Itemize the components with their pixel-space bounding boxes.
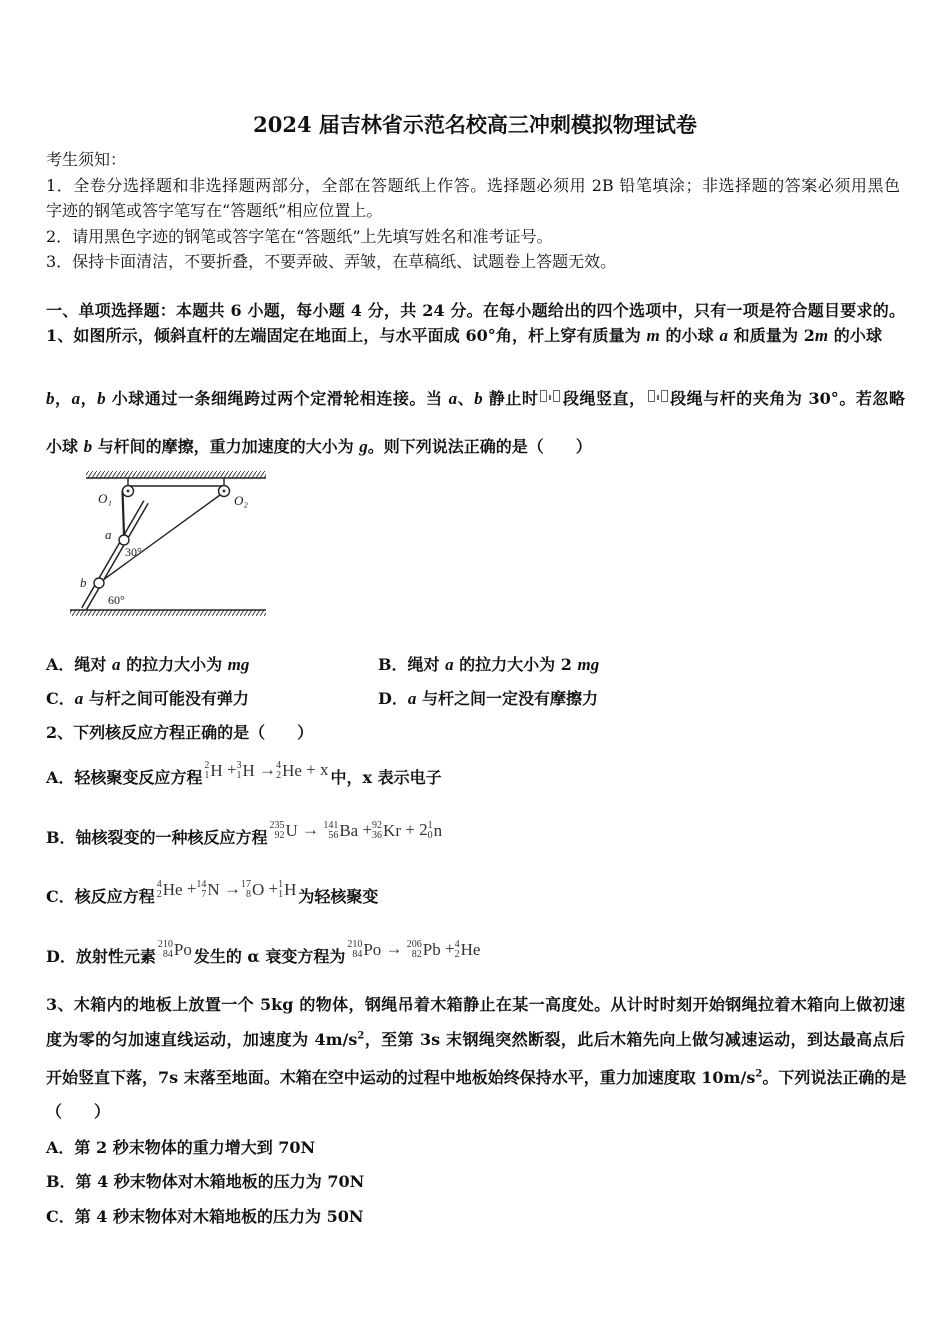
element-symbol: N xyxy=(207,880,220,900)
italic-variable: a xyxy=(74,689,84,708)
nuclide-indices xyxy=(196,880,206,900)
mass-number: 3 xyxy=(236,760,242,772)
ball-b xyxy=(94,578,104,588)
nuclide-indices xyxy=(157,880,162,900)
q2-option-d xyxy=(46,939,904,970)
element-symbol: n xyxy=(433,821,443,841)
italic-variable: a xyxy=(112,655,121,674)
q3-option-a: A．第 2 秒末物体的重力增大到 70N xyxy=(46,1138,316,1157)
atomic-number: 1 xyxy=(204,770,210,782)
mass-number: 1 xyxy=(427,820,433,832)
italic-variable: a xyxy=(719,326,728,345)
nuclide xyxy=(157,880,183,900)
text-run: 开始竖直下落，7s 末落至地面。木箱在空中运动的过程中地板始终保持水平，重力加速度取 10m/s xyxy=(46,1068,756,1087)
italic-variable: m xyxy=(814,326,829,345)
nuclide-indices xyxy=(237,761,242,781)
q2-option-c-equation xyxy=(157,878,297,900)
atomic-number: 2 xyxy=(156,889,162,901)
mass-number: 92 xyxy=(372,820,383,832)
atomic-number: 84 xyxy=(162,949,173,961)
element-symbol: O xyxy=(251,880,265,900)
italic-variable: a xyxy=(71,389,81,408)
q2-option-d-label: D．放射性元素 xyxy=(46,947,156,966)
label-o1: O₁ xyxy=(98,491,112,506)
text-run: 1、如图所示，倾斜直杆的左端固定在地面上，与水平面成 60°角，杆上穿有质量为 xyxy=(46,326,647,345)
atomic-number: 2 xyxy=(276,770,282,782)
italic-variable: b xyxy=(83,437,93,456)
q2-option-a-equation xyxy=(204,759,328,781)
q1-option-a xyxy=(46,652,366,678)
text-run: 的拉力大小为 2 xyxy=(453,655,578,674)
q1-option-d xyxy=(378,686,898,712)
atomic-number: 56 xyxy=(328,830,339,842)
element-symbol: Po xyxy=(173,940,192,960)
text-run: D． xyxy=(378,689,408,708)
element-symbol: H xyxy=(284,880,297,900)
text-run: 小球通过一条细绳跨过两个定滑轮相连接。当 xyxy=(105,389,449,408)
q2-option-b-label: B．铀核裂变的一种核反应方程 xyxy=(46,828,268,847)
angle-label-30: 30° xyxy=(125,545,142,559)
notice-line-1: 1．全卷分选择题和非选择题两部分，全部在答题纸上作答。选择题必须用 2B 铅笔填涂；非选择题的答案必须用黑色 xyxy=(46,176,900,195)
notice-line-2: 字迹的钢笔或答字笔写在“答题纸”相应位置上。 xyxy=(46,201,383,220)
q3-stem-line-1 xyxy=(46,992,905,1018)
notice-heading: 考生须知： xyxy=(46,150,127,169)
notice-line-3: 2．请用黑色字迹的钢笔或答字笔在“答题纸”上先填写姓名和准考证号。 xyxy=(46,227,553,246)
text-run: + xyxy=(440,939,455,958)
text-run: 的小球 xyxy=(828,326,882,345)
text-run: 段绳与杆的夹角为 30°。若忽略 xyxy=(669,389,905,408)
text-run: ， xyxy=(54,389,72,408)
mass-number: 17 xyxy=(240,879,251,891)
pulley-o1-axle xyxy=(127,490,130,493)
mass-number: 4 xyxy=(454,939,460,951)
q2-option-d-middle: 发生的 α 衰变方程为 xyxy=(193,947,346,966)
atomic-number: 84 xyxy=(352,949,363,961)
italic-variable: a xyxy=(448,389,458,408)
notice-line-4: 3．保持卡面清洁，不要折叠，不要弄破、弄皱，在草稿纸、试题卷上答题无效。 xyxy=(46,252,617,271)
q2-option-b-equation xyxy=(270,819,443,841)
nuclide-indices xyxy=(407,940,422,960)
text-run: 的小球 xyxy=(659,326,720,345)
atomic-number: 1 xyxy=(278,889,284,901)
mass-number: 235 xyxy=(269,820,285,832)
ceiling-hatching xyxy=(86,471,266,478)
text-run: ， xyxy=(80,389,98,408)
mass-number: 4 xyxy=(156,879,162,891)
text-run: 。则下列说法正确的是（ ） xyxy=(367,437,592,456)
nuclide xyxy=(323,821,358,841)
italic-variable: a xyxy=(445,655,454,674)
italic-variable: b xyxy=(97,389,106,408)
nuclide-indices xyxy=(158,940,173,960)
atomic-number: 2 xyxy=(454,949,460,961)
text-run: + xyxy=(358,820,373,839)
q2-option-c-label: C．核反应方程 xyxy=(46,887,155,906)
nuclide xyxy=(347,940,381,960)
atomic-number: 82 xyxy=(411,949,422,961)
nuclide-indices xyxy=(455,940,460,960)
element-symbol: Po xyxy=(363,940,382,960)
text-run: （ ） xyxy=(46,1102,111,1121)
nuclide-indices xyxy=(204,761,209,781)
label-a: a xyxy=(105,527,112,542)
text-run: 与杆之间一定没有摩擦力 xyxy=(416,689,598,708)
text-run: + x xyxy=(301,760,329,779)
q2-option-d-equation xyxy=(347,938,480,960)
q1-stem-line-3 xyxy=(46,434,904,460)
atomic-number: 8 xyxy=(245,889,251,901)
text-run: 和质量为 2 xyxy=(727,326,815,345)
q3-stem-line-3 xyxy=(46,1065,905,1091)
text-run: 与杆间的摩擦，重力加速度的大小为 xyxy=(92,437,360,456)
q2-option-a xyxy=(46,760,904,791)
nuclide xyxy=(158,940,192,960)
mass-number: 206 xyxy=(406,939,422,951)
nuclide-indices xyxy=(347,940,362,960)
q2-option-a-label: A．轻核聚变反应方程 xyxy=(46,768,203,787)
nuclide-indices xyxy=(323,821,338,841)
text-run: 3、木箱内的地板上放置一个 5kg 的物体，钢绳吊着木箱静止在某一高度处。从计时时刻开始钢绳拉着木箱向上做初速 xyxy=(46,995,905,1014)
nuclide xyxy=(278,880,296,900)
italic-variable: mg xyxy=(227,655,250,674)
broken-formula-icon xyxy=(648,390,668,402)
element-symbol: Ba xyxy=(339,821,359,841)
element-symbol: Pb xyxy=(422,940,441,960)
italic-variable: mg xyxy=(577,655,600,674)
text-run: + xyxy=(264,879,279,898)
rope-o1-to-a xyxy=(123,491,125,535)
text-run: C． xyxy=(46,689,75,708)
superscript: 2 xyxy=(357,1030,365,1042)
q1-option-c xyxy=(46,686,366,712)
q2-stem: 2、下列核反应方程正确的是（ ） xyxy=(46,723,314,742)
q3-option-c: C．第 4 秒末物体对木箱地板的压力为 50N xyxy=(46,1207,364,1226)
ball-a xyxy=(119,535,129,545)
pulley-rod-diagram xyxy=(68,466,268,618)
text-run: ，至第 3s 末钢绳突然断裂，此后木箱先向上做匀减速运动，到达最高点后 xyxy=(364,1030,905,1049)
q3-option-b: B．第 4 秒末物体对木箱地板的压力为 70N xyxy=(46,1172,365,1191)
text-run: 、 xyxy=(457,389,475,408)
text-run: 的拉力大小为 xyxy=(120,655,228,674)
text-run: + 2 xyxy=(401,820,428,839)
element-symbol: He xyxy=(460,940,481,960)
atomic-number: 7 xyxy=(201,889,207,901)
italic-variable: a xyxy=(407,689,417,708)
text-run: → xyxy=(297,820,324,839)
exam-title: 2024 届吉林省示范名校高三冲刺模拟物理试卷 xyxy=(253,112,697,137)
ground-hatching xyxy=(70,610,266,616)
mass-number: 2 xyxy=(204,760,210,772)
nuclide-indices xyxy=(276,761,281,781)
element-symbol: U xyxy=(285,821,298,841)
nuclide-indices xyxy=(241,880,251,900)
section-heading: 一、单项选择题：本题共 6 小题，每小题 4 分，共 24 分。在每小题给出的四个选项中，只有一项是符合题目要求的。 xyxy=(46,301,905,320)
element-symbol: H xyxy=(242,761,255,781)
text-run: → xyxy=(254,760,277,779)
text-run: → xyxy=(219,879,241,898)
q2-option-d-element xyxy=(158,938,192,960)
nuclide xyxy=(204,761,222,781)
mass-number: 14 xyxy=(196,879,207,891)
atomic-number: 92 xyxy=(274,830,285,842)
pulley-o2-axle xyxy=(223,490,226,493)
mass-number: 141 xyxy=(323,820,339,832)
nuclide xyxy=(455,940,481,960)
nuclide xyxy=(407,940,441,960)
atomic-number: 1 xyxy=(236,770,242,782)
q2-option-c xyxy=(46,879,904,910)
q1-stem-line-2 xyxy=(46,386,905,412)
text-run: 段绳竖直， xyxy=(562,389,646,408)
italic-variable: m xyxy=(646,326,660,345)
text-run: + xyxy=(222,760,237,779)
element-symbol: He xyxy=(162,880,183,900)
q1-option-b xyxy=(378,652,898,678)
label-o2: O₂ xyxy=(234,493,248,508)
q2-option-a-suffix: 中，x 表示电子 xyxy=(330,768,442,787)
superscript: 2 xyxy=(755,1068,763,1080)
text-run: 小球 xyxy=(46,437,84,456)
q2-option-c-suffix: 为轻核聚变 xyxy=(298,887,379,906)
atomic-number: 36 xyxy=(372,830,383,842)
mass-number: 210 xyxy=(157,939,173,951)
q3-stem-line-2 xyxy=(46,1027,905,1053)
nuclide-indices xyxy=(278,880,283,900)
nuclide xyxy=(196,880,219,900)
broken-formula-icon xyxy=(540,390,560,402)
angle-label-60: 60° xyxy=(108,593,125,607)
text-run: 。下列说法正确的是 xyxy=(762,1068,907,1087)
atomic-number: 0 xyxy=(427,830,433,842)
mass-number: 4 xyxy=(276,760,282,772)
mass-number: 1 xyxy=(278,879,284,891)
nuclide xyxy=(428,821,443,841)
text-run: A．绳对 xyxy=(46,655,112,674)
element-symbol: He xyxy=(282,761,302,781)
nuclide-indices xyxy=(270,821,285,841)
italic-variable: b xyxy=(46,389,55,408)
nuclide-indices xyxy=(428,821,433,841)
text-run: → xyxy=(381,939,407,958)
q1-stem-line-1 xyxy=(46,323,882,349)
element-symbol: Kr xyxy=(383,821,401,841)
q2-option-b xyxy=(46,820,904,851)
nuclide xyxy=(276,761,302,781)
text-run: 与杆之间可能没有弹力 xyxy=(83,689,249,708)
nuclide xyxy=(237,761,255,781)
text-run: 度为零的匀加速直线运动，加速度为 4m/s xyxy=(46,1030,358,1049)
q3-answer-blank xyxy=(46,1099,904,1125)
text-run: B．绳对 xyxy=(378,655,446,674)
italic-variable: g xyxy=(359,437,368,456)
text-run: + xyxy=(182,879,197,898)
element-symbol: H xyxy=(210,761,223,781)
nuclide xyxy=(270,821,298,841)
mass-number: 210 xyxy=(347,939,363,951)
nuclide-indices xyxy=(372,821,382,841)
italic-variable: b xyxy=(474,389,483,408)
text-run: 静止时 xyxy=(482,389,539,408)
nuclide xyxy=(241,880,264,900)
nuclide xyxy=(372,821,401,841)
label-b: b xyxy=(80,575,87,590)
